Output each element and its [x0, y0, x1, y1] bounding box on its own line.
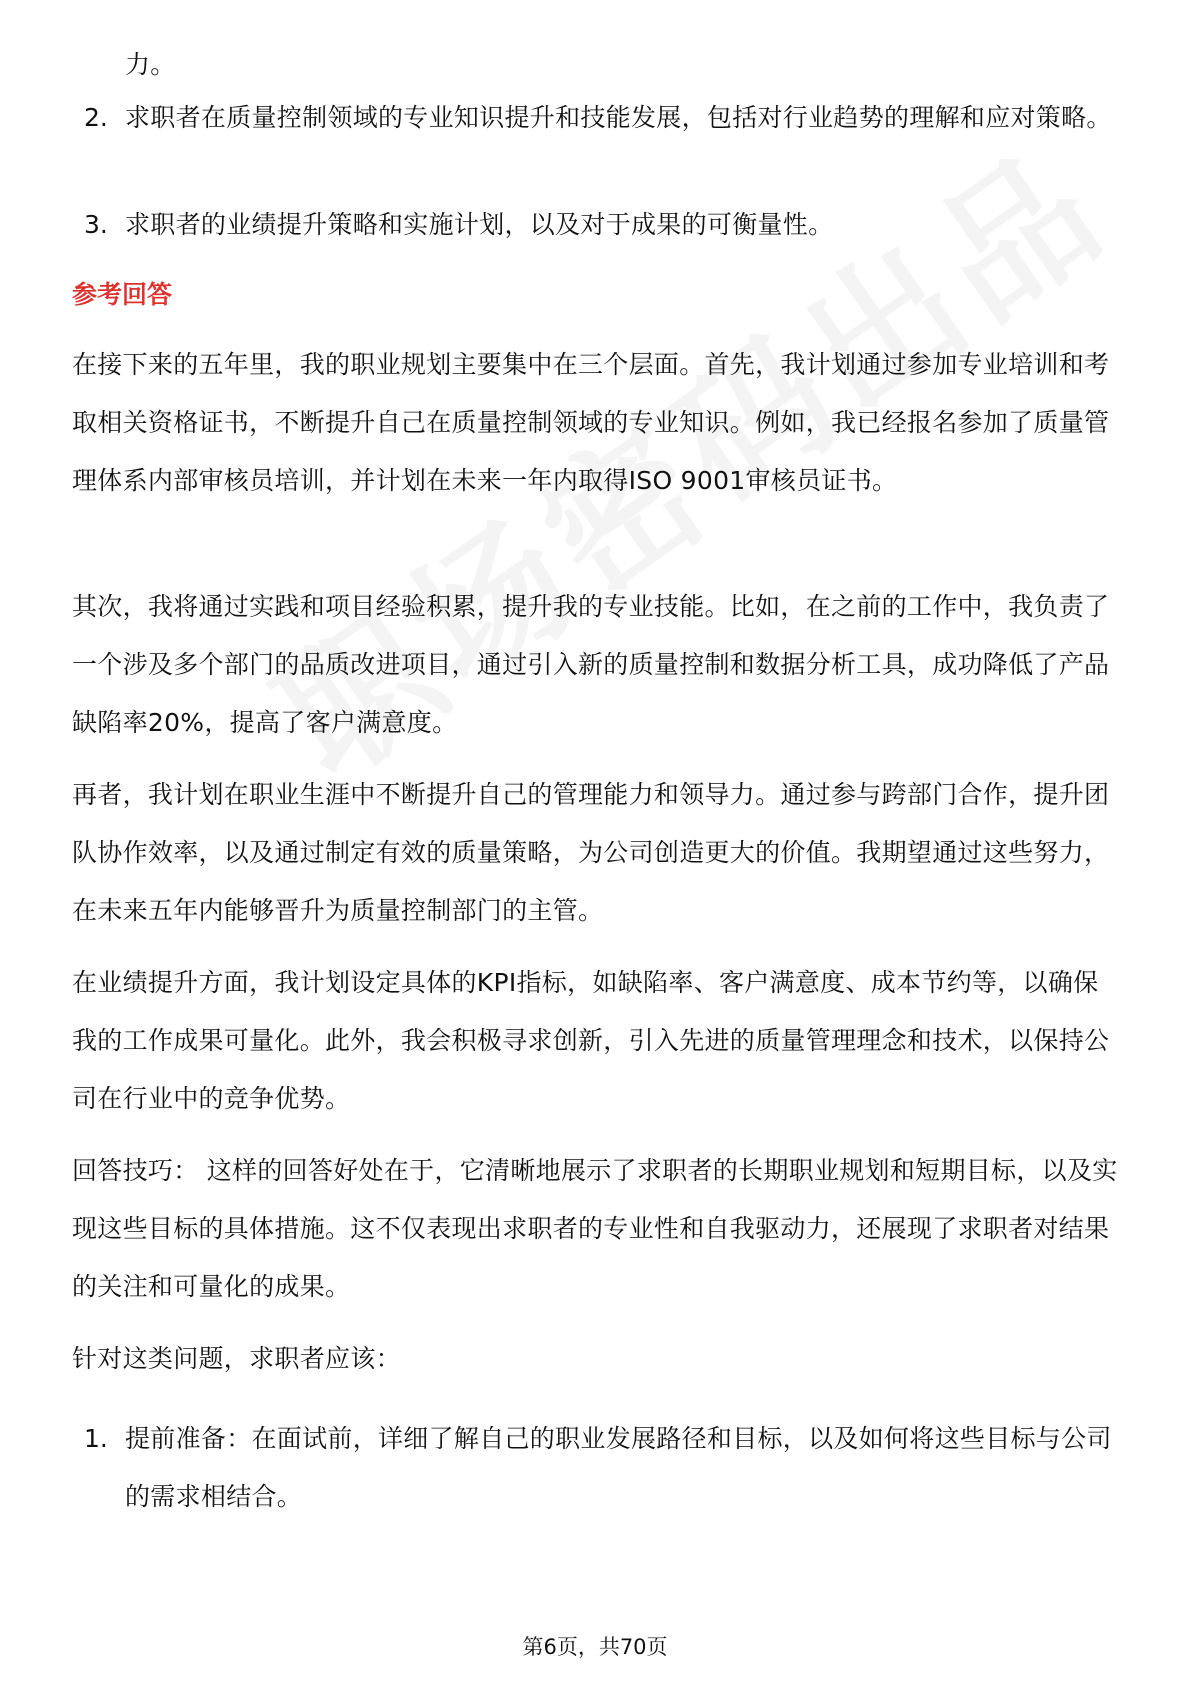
list-item: 求职者在质量控制领域的专业知识提升和技能发展，包括对行业趋势的理解和应对策略。: [125, 103, 1112, 132]
paragraph: 针对这类问题，求职者应该：: [72, 1344, 401, 1373]
section-heading: 参考回答: [72, 280, 173, 309]
list-number: 2.: [84, 103, 108, 132]
paragraph: 在接下来的五年里，我的职业规划主要集中在三个层面。首先，我计划通过参加专业培训和考取相关资格证书，不断提升自己在质量控制领域的专业知识。例如，我已经报名参加了质量管理体系内部审核员培训，并计划在未来一年内取得ISO 9001审核员证书。: [72, 350, 1110, 495]
list-number: 3.: [84, 210, 108, 239]
list-item: 求职者的业绩提升策略和实施计划，以及对于成果的可衡量性。: [125, 210, 834, 239]
answer-tips-paragraph: 回答技巧： 这样的回答好处在于，它清晰地展示了求职者的长期职业规划和短期目标，以及实现这些目标的具体措施。这不仅表现出求职者的专业性和自我驱动力，还展现了求职者对结果的关注和可量化的成果。: [72, 1156, 1118, 1301]
page-footer: 第6页，共70页: [522, 1635, 668, 1659]
paragraph: 再者，我计划在职业生涯中不断提升自己的管理能力和领导力。通过参与跨部门合作，提升团队协作效率，以及通过制定有效的质量策略，为公司创造更大的价值。我期望通过这些努力，在未来五年内能够晋升为质量控制部门的主管。: [72, 780, 1110, 925]
list-item-fragment: 力。: [125, 50, 176, 79]
paragraph: 在业绩提升方面，我计划设定具体的KPI指标，如缺陷率、客户满意度、成本节约等，以确保我的工作成果可量化。此外，我会积极寻求创新，引入先进的质量管理理念和技术，以保持公司在行业中的竞争优势。: [72, 968, 1110, 1113]
list-number: 1.: [84, 1424, 108, 1453]
paragraph: 其次，我将通过实践和项目经验积累，提升我的专业技能。比如，在之前的工作中，我负责了一个涉及多个部门的品质改进项目，通过引入新的质量控制和数据分析工具，成功降低了产品缺陷率20%，提高了客户满意度。: [72, 592, 1110, 737]
list-item: 提前准备：在面试前，详细了解自己的职业发展路径和目标，以及如何将这些目标与公司的需求相结合。: [125, 1424, 1112, 1511]
